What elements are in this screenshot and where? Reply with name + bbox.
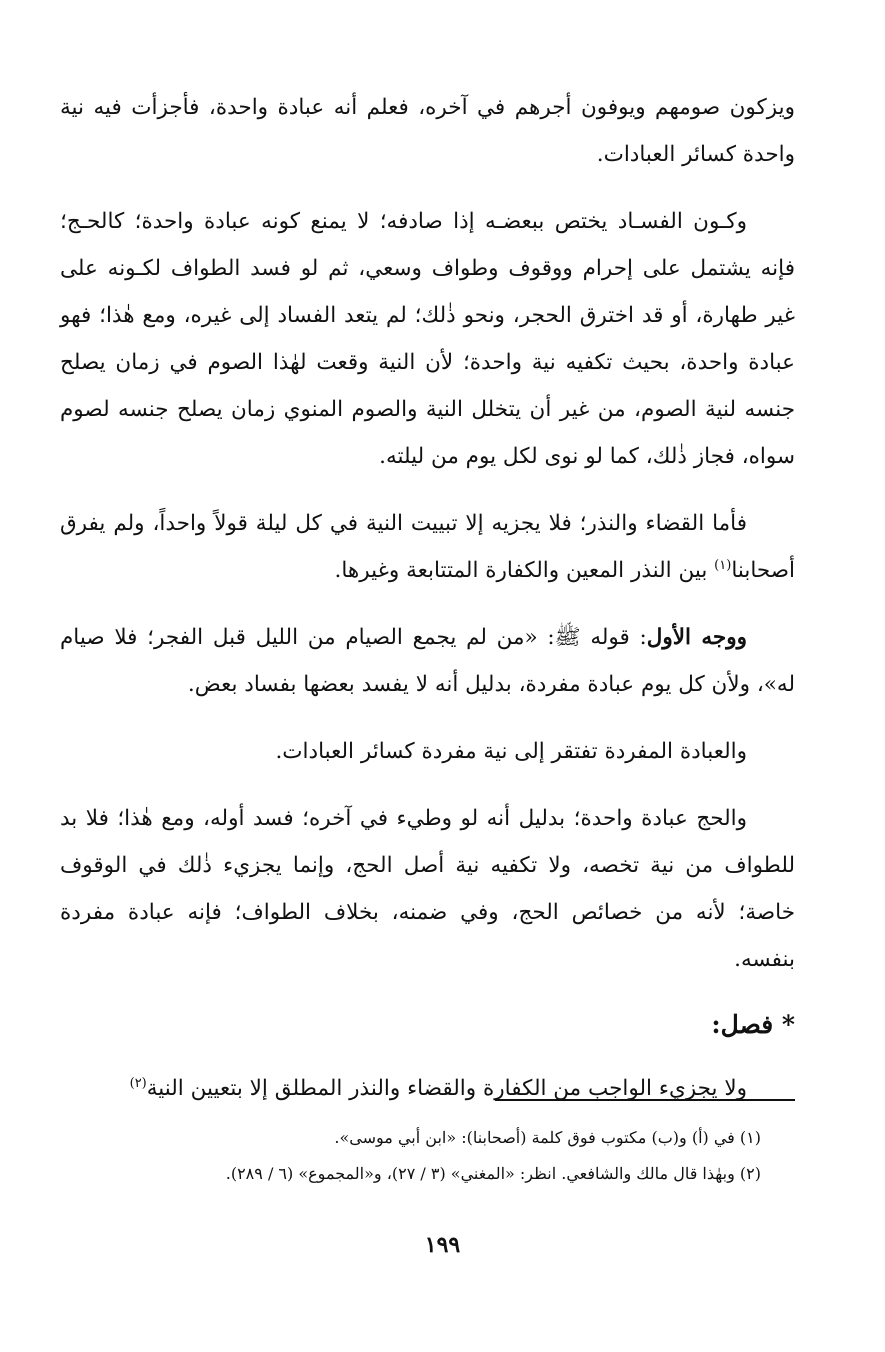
footnote-1: (١) في (أ) و(ب) مكتوب فوق كلمة (أصحابنا): «ابن أبي موسى».: [334, 1128, 761, 1147]
paragraph-7-text: ولا يجزيء الواجب من الكفارة والقضاء والنذر المطلق إلا بتعيين النية: [146, 1076, 747, 1101]
paragraph-3-text-end: بين النذر المعين والكفارة المتتابعة وغيرها.: [334, 558, 715, 583]
footnote-ref-2: (٢): [129, 1075, 147, 1091]
paragraph-4: [60, 614, 795, 708]
paragraph-3-text: فأما القضاء والنذر؛ فلا يجزيه إلا تبييت النية في كل ليلة قولاً واحداً، ولم يفرق أصحابنا: [60, 511, 795, 583]
paragraph-3: [60, 500, 795, 594]
footnote-separator: [495, 1099, 795, 1101]
paragraph-1: ويزكون صومهم ويوفون أجرهم في آخره، فعلم أنه عبادة واحدة، فأجزأت فيه نية واحدة كسائر العبادات.: [60, 95, 795, 167]
page-body: [60, 84, 795, 1132]
paragraph-5: والعبادة المفردة تفتقر إلى نية مفردة كسائر العبادات.: [275, 739, 747, 764]
footnote-2: (٢) وبهٰذا قال مالك والشافعي. انظر: «المغني» (٣ / ٢٧)، و«المجموع» (٦ / ٢٨٩).: [225, 1164, 761, 1183]
paragraph-2: وكـون الفسـاد يختص ببعضـه إذا صادفه؛ لا يمنع كونه عبادة واحدة؛ كالحـج؛ فإنه يشتمل على إحرام ووقوف وطواف وسعي، ثم لو فسد الطواف لكـونه على غير طهارة، أو قد اخترق الحجر، ونحو ذٰلك؛ لم يتعد الفساد إلى غيره، ومع هٰذا؛ فهو عبادة واحدة، بحيث تكفيه نية واحدة؛ لأن النية وقعت لهٰذا الصوم في زمان يصلح جنسه لنية الصوم، من غير أن يتخلل النية والصوم المنوي زمان يصلح جنسه لصوم سواه، فجاز ذٰلك، كما لو نوى لكل يوم من ليلته.: [60, 209, 795, 469]
footnote-ref-1: (١): [714, 557, 732, 573]
footnotes: [60, 1120, 795, 1192]
paragraph-7: [60, 1065, 795, 1112]
paragraph-4-text: : قوله ﷺ: «من لم يجمع الصيام من الليل قبل الفجر؛ فلا صيام له»، ولأن كل يوم عبادة مفردة، بدليل أنه لا يفسد بعضها بفساد بعض.: [60, 625, 795, 697]
page-number: ١٩٩: [424, 1232, 461, 1258]
section-heading: * فصل:: [711, 1010, 795, 1039]
paragraph-4-lead: ووجه الأول: [646, 625, 747, 650]
paragraph-6: والحج عبادة واحدة؛ بدليل أنه لو وطيء في آخره؛ فسد أوله، ومع هٰذا؛ فلا بد للطواف من نية تخصه، ولا تكفيه نية أصل الحج، وإنما يجزيء ذٰلك في الوقوف خاصة؛ لأنه من خصائص الحج، وفي ضمنه، بخلاف الطواف؛ فإنه عبادة مفردة بنفسه.: [60, 806, 795, 972]
